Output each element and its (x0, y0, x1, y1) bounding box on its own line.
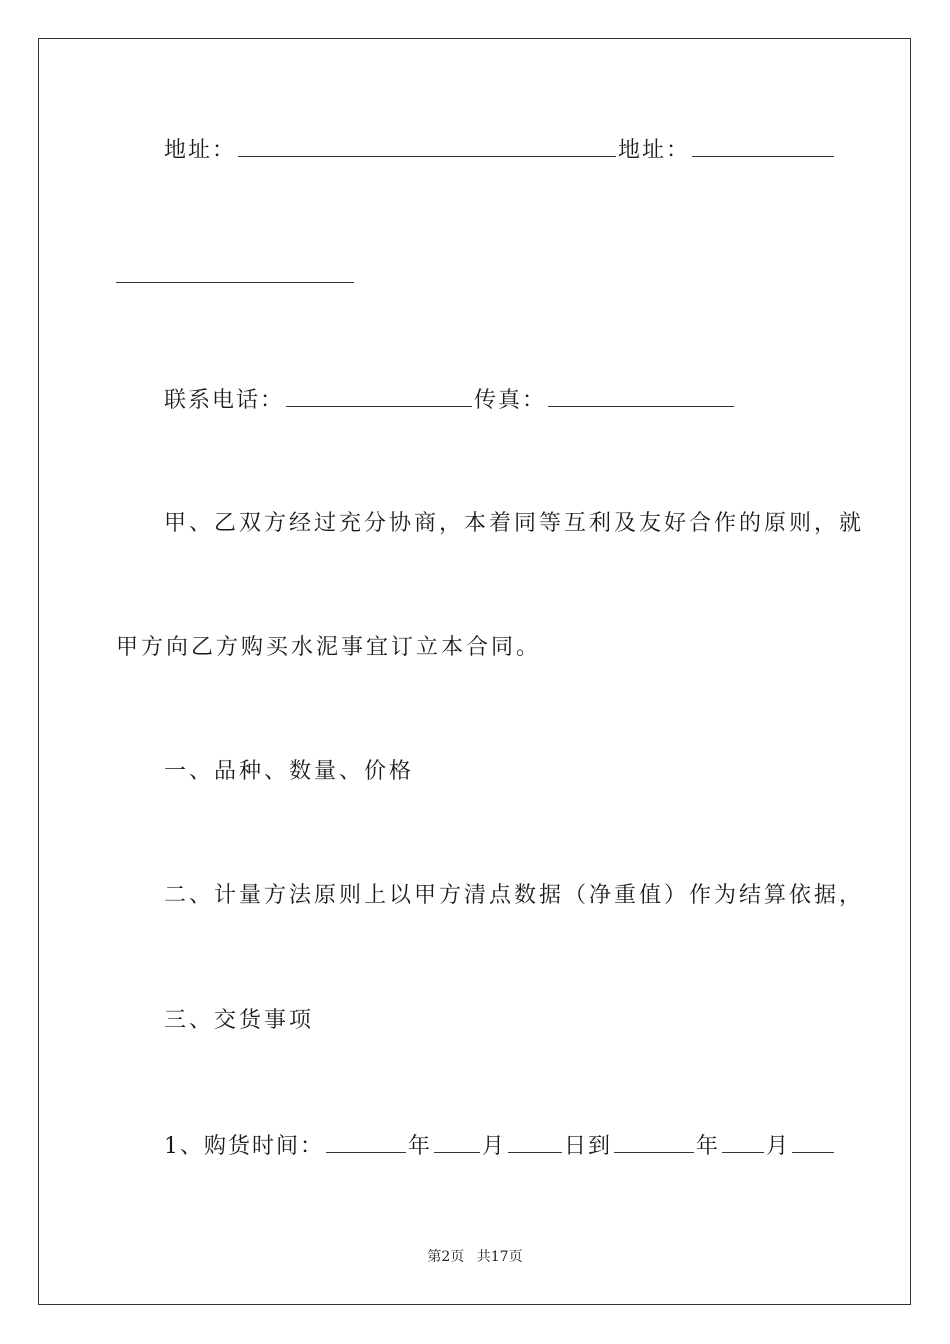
year-blank-1[interactable] (326, 1132, 406, 1153)
page-border (38, 38, 911, 1305)
year-unit-1: 年 (408, 1134, 433, 1159)
address-continuation-row (116, 262, 354, 291)
phone-blank[interactable] (286, 386, 472, 407)
address-blank-b[interactable] (692, 136, 834, 157)
year-blank-2[interactable] (614, 1132, 694, 1153)
month-unit-2: 月 (766, 1134, 791, 1159)
month-blank-2[interactable] (722, 1132, 764, 1153)
page-number: 第2页 (427, 1249, 465, 1265)
delivery-time-row (164, 1132, 836, 1161)
fax-label: 传真： (474, 388, 547, 413)
fax-blank[interactable] (548, 386, 734, 407)
day-to-label: 日到 (564, 1134, 613, 1159)
page-footer (0, 1248, 950, 1266)
address-row (164, 136, 836, 165)
year-unit-2: 年 (696, 1134, 721, 1159)
section-heading-3: 三、交货事项 (164, 1008, 315, 1033)
month-blank-1[interactable] (434, 1132, 480, 1153)
delivery-time-label: 1、购货时间： (164, 1134, 324, 1159)
section-heading-1: 一、品种、数量、价格 (164, 759, 415, 784)
month-unit-1: 月 (482, 1134, 507, 1159)
intro-line-1: 甲、乙双方经过充分协商，本着同等互利及友好合作的原则，就 (164, 511, 865, 536)
contact-row (164, 386, 736, 415)
day-blank-1[interactable] (508, 1132, 562, 1153)
day-blank-2[interactable] (792, 1132, 834, 1153)
intro-line-2: 甲方向乙方购买水泥事宜订立本合同。 (116, 635, 542, 660)
page-total: 共17页 (476, 1249, 523, 1265)
address-label-a: 地址： (164, 138, 237, 163)
section-heading-2: 二、计量方法原则上以甲方清点数据（净重值）作为结算依据， (164, 883, 865, 908)
address-blank-b-continued[interactable] (116, 262, 354, 283)
address-label-b: 地址： (618, 138, 691, 163)
address-blank-a[interactable] (238, 136, 616, 157)
phone-label: 联系电话： (164, 388, 285, 413)
